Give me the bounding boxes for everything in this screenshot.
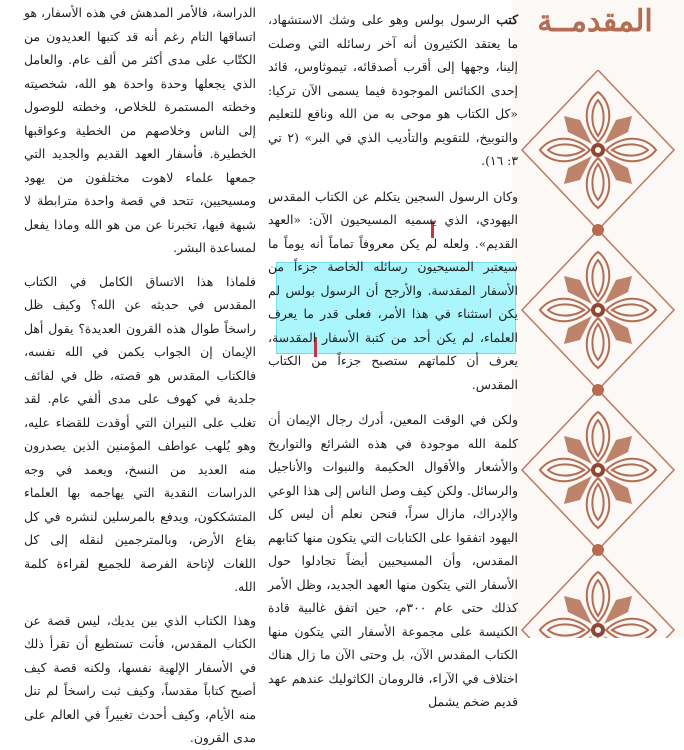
right-column	[268, 0, 518, 709]
paragraph-text: وهذا الكتاب الذي بين يديك، ليس قصة عن الكتاب المقدس، فأنت تستطيع أن تقرأ ذلك في الأسفار الإلهية نفسها، ولكنه قصة كيف أصبح كتاباً مقدساً، وكيف ثبت راسخاً لم تنل منه الأيام، وكيف أحدث تغييراً في العالم على مدى القرون.	[24, 612, 256, 745]
paragraph	[268, 408, 518, 714]
paragraph	[268, 185, 518, 397]
paragraph-text: ولكن في الوقت المعين، أدرك رجال الإيمان أن كلمة الله موجودة في هذه الشرائع والتواريخ والأشعار والأقوال الحكيمة والنبوات والأناجيل والرسائل. ولكن كيف وصل الناس إلى هذا الوعي والإدراك، مازال سراً، فنحن نعلم أن ليس كل اليهود اتفقوا على الكتابات التي يتكون منها كتابهم المقدس، وأن المسيحيين أيضاً تجادلوا حول الأسفار التي يتكون منها العهد الجديد، وظل الأمر كذلك حتى عام ٣٠٠م، حين اتفق غالبية قادة الكنيسة على مجموعة الأسفار التي يتكون منها الكتاب المقدس الآن، بل وحتى الآن ما زال هناك اختلاف في الآراء، فالرومان الكاثوليك عندهم عهد قديم ضخم يشمل	[268, 412, 518, 709]
paragraph	[24, 1, 256, 260]
paragraph	[24, 609, 256, 750]
paragraph-text: فلماذا هذا الاتساق الكامل في الكتاب المقدس في حديثه عن الله؟ وكيف ظل راسخاً طوال هذه القرون العديدة؟ يقول أهل الإيمان إن الجواب يكمن في الله نفسه، فالكتاب المقدس هو قصته، ظل في لفائف جلدية في كهوف على مدى ألفي عام. لقد تغلب على النيران التي أوقدت للقضاء عليه، وهو يُلهب عواطف المؤمنين الذين يصدرون منه العديد من النسخ، ويعمد في وجه الدراسات النقدية التي يهاجمه بها العلماء المتشككون، ويدفع بالمرسلين لنشره في كل بقاع الأرض، وبالمترجمين لنقله إلى كل اللغات لإتاحة الفرصة للجميع لقراءة كلمة الله.	[24, 273, 256, 594]
chapter-title: المقدمــة	[537, 4, 653, 39]
paragraph	[24, 270, 256, 599]
paragraph	[268, 8, 518, 173]
paragraph-text: وكان الرسول السجين يتكلم عن الكتاب المقدس اليهودي، الذي يسميه المسيحيون الآن: «العهد القديم». ولعله لم يكن معروفاً تماماً أنه يوماً ما سيعتبر المسيحيون رسائله الخاصة جزءاً من الأسفار المقدسة.	[268, 188, 518, 298]
paragraph-text: الرسول بولس وهو على وشك الاستشهاد، ما يعتقد الكثيرون أنه آخر رسائله التي وصلت إلينا، وجهها إلى أقرب أصدقائه، تيموثاوس، قائد إحدى الكنائس الموجودة فيما يسمى الآن تركيا: «كل الكتاب هو موحى به من الله ونافع للتعليم والتوبيخ، للتقويم والتأديب الذي في البر» (٢ تي ٣: ١٦).	[268, 12, 518, 168]
paragraph-text: الدراسة، فالأمر المدهش في هذه الأسفار، هو اتساقها التام رغم أنه قد كتبها العديدون من الكتّاب على مدى أكثر من ألف عام. والعامل الذي يجعلها وحدة واحدة هو الله، شخصيته وخطته المستمرة للخلاص، وخطته للوصول إلى الناس وخلاصهم من الخطية وعواقبها الخطيرة. فأسفار العهد القديم والجديد التي جمعها علماء لاهوت مختلفون من يهود ومسيحيين، تتحد في قصة واحدة مترابطة لا شبهة فيها، تخبرنا عن من هو الله وماذا يفعل لمساعدة البشر.	[24, 5, 256, 255]
left-column	[24, 0, 256, 745]
highlighted-text[interactable]: والأرجح أن الرسول بولس لم يكن استثناء في هذا الأمر، فعلى قدر ما يعرف العلماء، لم يكن أحد من كتبة الأسفار المقدسة، يعرف أن كلماتهم ستصبح جزءاً من الكتاب المقدس.	[268, 282, 518, 392]
ornament-strip	[512, 0, 684, 638]
petal-rosette-icon	[512, 70, 684, 638]
paragraph-lead: كتب	[496, 12, 518, 27]
